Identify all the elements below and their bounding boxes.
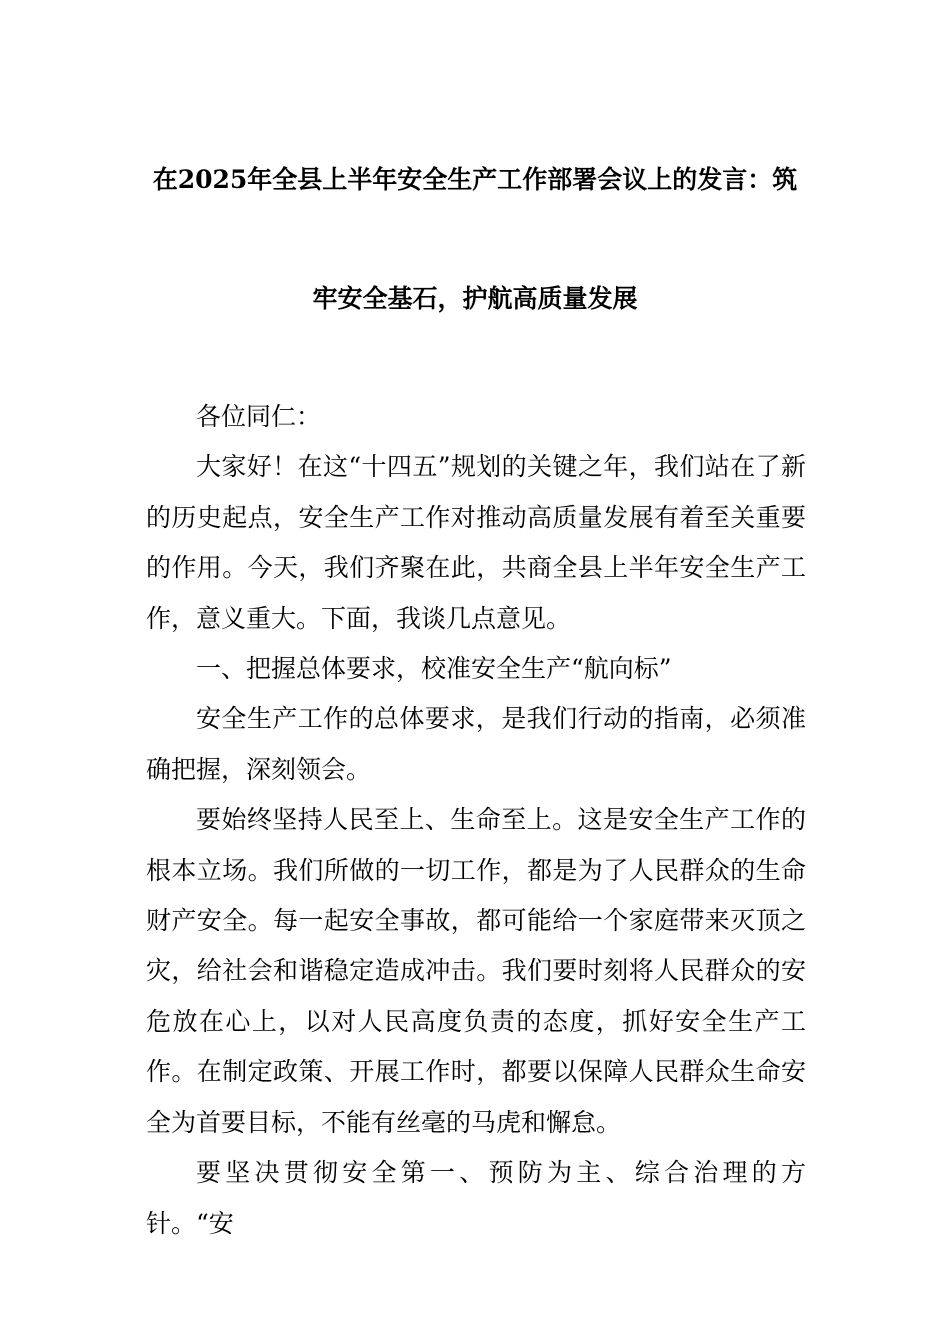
section-heading-1: 一、把握总体要求，校准安全生产“航向标” bbox=[196, 654, 672, 684]
document-title-line-1: 在2025年全县上半年安全生产工作部署会议上的发言：筑 bbox=[152, 165, 798, 194]
salutation-paragraph: 各位同仁： bbox=[196, 402, 322, 431]
document-title-line-2: 牢安全基石，护航高质量发展 bbox=[312, 284, 638, 313]
body-paragraph: 安全生产工作的总体要求，是我们行动的指南，必须准确把握，深刻领会。 bbox=[146, 704, 806, 784]
opening-paragraph: 大家好！在这“十四五”规划的关键之年，我们站在了新的历史起点，安全生产工作对推动高质量发展有着至关重要的作用。今天，我们齐聚在此，共商全县上半年安全生产工作，意义重大。下面，我谈几点意见。 bbox=[146, 452, 806, 633]
body-paragraph: 要坚决贯彻安全第一、预防为主、综合治理的方针。“安 bbox=[146, 1158, 806, 1238]
document-body bbox=[146, 392, 806, 1249]
body-paragraph: 要始终坚持人民至上、生命至上。这是安全生产工作的根本立场。我们所做的一切工作，都是为了人民群众的生命财产安全。每一起安全事故，都可能给一个家庭带来灭顶之灾，给社会和谐稳定造成冲击。我们要时刻将人民群众的安危放在心上，以对人民高度负责的态度，抓好安全生产工作。在制定政策、开展工作时，都要以保障人民群众生命安全为首要目标，不能有丝毫的马虎和懈怠。 bbox=[146, 805, 806, 1137]
